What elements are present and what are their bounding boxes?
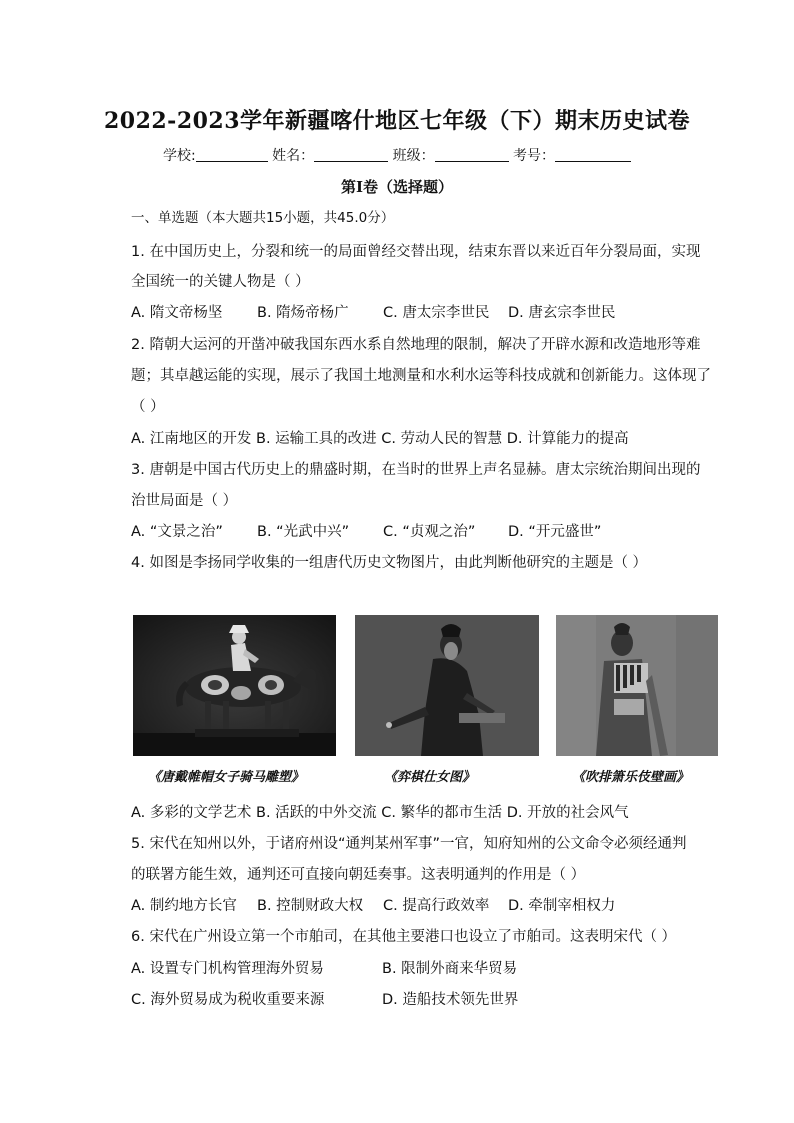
q4-options: A. 多彩的文学艺术 B. 活跃的中外交流 C. 繁华的都市生活 D. 开放的社会风气: [131, 805, 629, 821]
exam-title: 2022-2023学年新疆喀什地区七年级（下）期末历史试卷: [103, 108, 691, 134]
q2-stem-line3: （ ）: [131, 399, 165, 415]
name-label: 姓名：: [272, 148, 315, 164]
weiqi-lady-painting-image: [355, 615, 539, 756]
q5-option-b: B. 控制财政大权: [257, 898, 364, 914]
q6-stem-line1: 6. 宋代在广州设立第一个市舶司，在其他主要港口也设立了市舶司。这表明宋代（ ）: [131, 929, 677, 945]
exam-no-label: 考号：: [513, 148, 556, 164]
q1-option-d: D. 唐玄宗李世民: [508, 305, 616, 321]
caption-panpipe-mural: 《吹排箫乐伎壁画》: [572, 770, 690, 785]
q3-stem-line2: 治世局面是（ ）: [131, 493, 238, 509]
q6-option-d: D. 造船技术领先世界: [382, 992, 519, 1008]
q5-option-c: C. 提高行政效率: [383, 898, 490, 914]
caption-horse-rider: 《唐戴帷帽女子骑马雕塑》: [148, 770, 305, 785]
school-blank: [196, 147, 268, 162]
q1-option-c: C. 唐太宗李世民: [383, 305, 490, 321]
q6-option-a: A. 设置专门机构管理海外贸易: [131, 961, 324, 977]
q3-option-c: C. “贞观之治”: [383, 524, 476, 540]
student-info-line: [0, 145, 794, 165]
horse-rider-sculpture-image: [133, 615, 336, 756]
q5-option-d: D. 牵制宰相权力: [508, 898, 616, 914]
class-blank: [435, 147, 509, 162]
q2-stem-line1: 2. 隋朝大运河的开凿冲破我国东西水系自然地理的限制，解决了开辟水源和改造地形等难: [131, 337, 701, 353]
q1-stem-line1: 1. 在中国历史上，分裂和统一的局面曾经交替出现，结束东晋以来近百年分裂局面，实现: [131, 244, 701, 260]
school-label: 学校:: [162, 148, 196, 164]
q5-stem-line2: 的联署方能生效，通判还可直接向朝廷奏事。这表明通判的作用是（ ）: [131, 867, 586, 883]
q5-option-a: A. 制约地方长官: [131, 898, 237, 914]
q2-options: A. 江南地区的开发 B. 运输工具的改进 C. 劳动人民的智慧 D. 计算能力的提高: [131, 431, 629, 447]
volume-heading: 第I卷（选择题）: [340, 178, 454, 196]
q3-stem-line1: 3. 唐朝是中国古代历史上的鼎盛时期，在当时的世界上声名显赫。唐太宗统治期间出现的: [131, 462, 701, 478]
q1-stem-line2: 全国统一的关键人物是（ ）: [131, 274, 310, 290]
q3-option-d: D. “开元盛世”: [508, 524, 602, 540]
section-heading: 一、单选题（本大题共15小题，共45.0分）: [131, 210, 395, 226]
q3-option-a: A. “文景之治”: [131, 524, 223, 540]
q1-option-b: B. 隋炀帝杨广: [257, 305, 349, 321]
caption-weiqi-lady: 《弈棋仕女图》: [384, 770, 476, 785]
q3-option-b: B. “光武中兴”: [257, 524, 350, 540]
q6-option-c: C. 海外贸易成为税收重要来源: [131, 992, 325, 1008]
q4-stem-line1: 4. 如图是李扬同学收集的一组唐代历史文物图片，由此判断他研究的主题是（ ）: [131, 555, 648, 571]
name-blank: [314, 147, 388, 162]
q1-option-a: A. 隋文帝杨坚: [131, 305, 223, 321]
class-label: 班级：: [392, 148, 435, 164]
q2-stem-line2: 题；其卓越运能的实现，展示了我国土地测量和水利水运等科技成就和创新能力。这体现了: [131, 368, 711, 384]
q5-stem-line1: 5. 宋代在知州以外，于诸府州设“通判某州军事”一官，知府知州的公文命令必须经通判: [131, 836, 687, 852]
exam-no-blank: [555, 147, 631, 162]
panpipe-musician-mural-image: [556, 615, 718, 756]
q6-option-b: B. 限制外商来华贸易: [382, 961, 518, 977]
